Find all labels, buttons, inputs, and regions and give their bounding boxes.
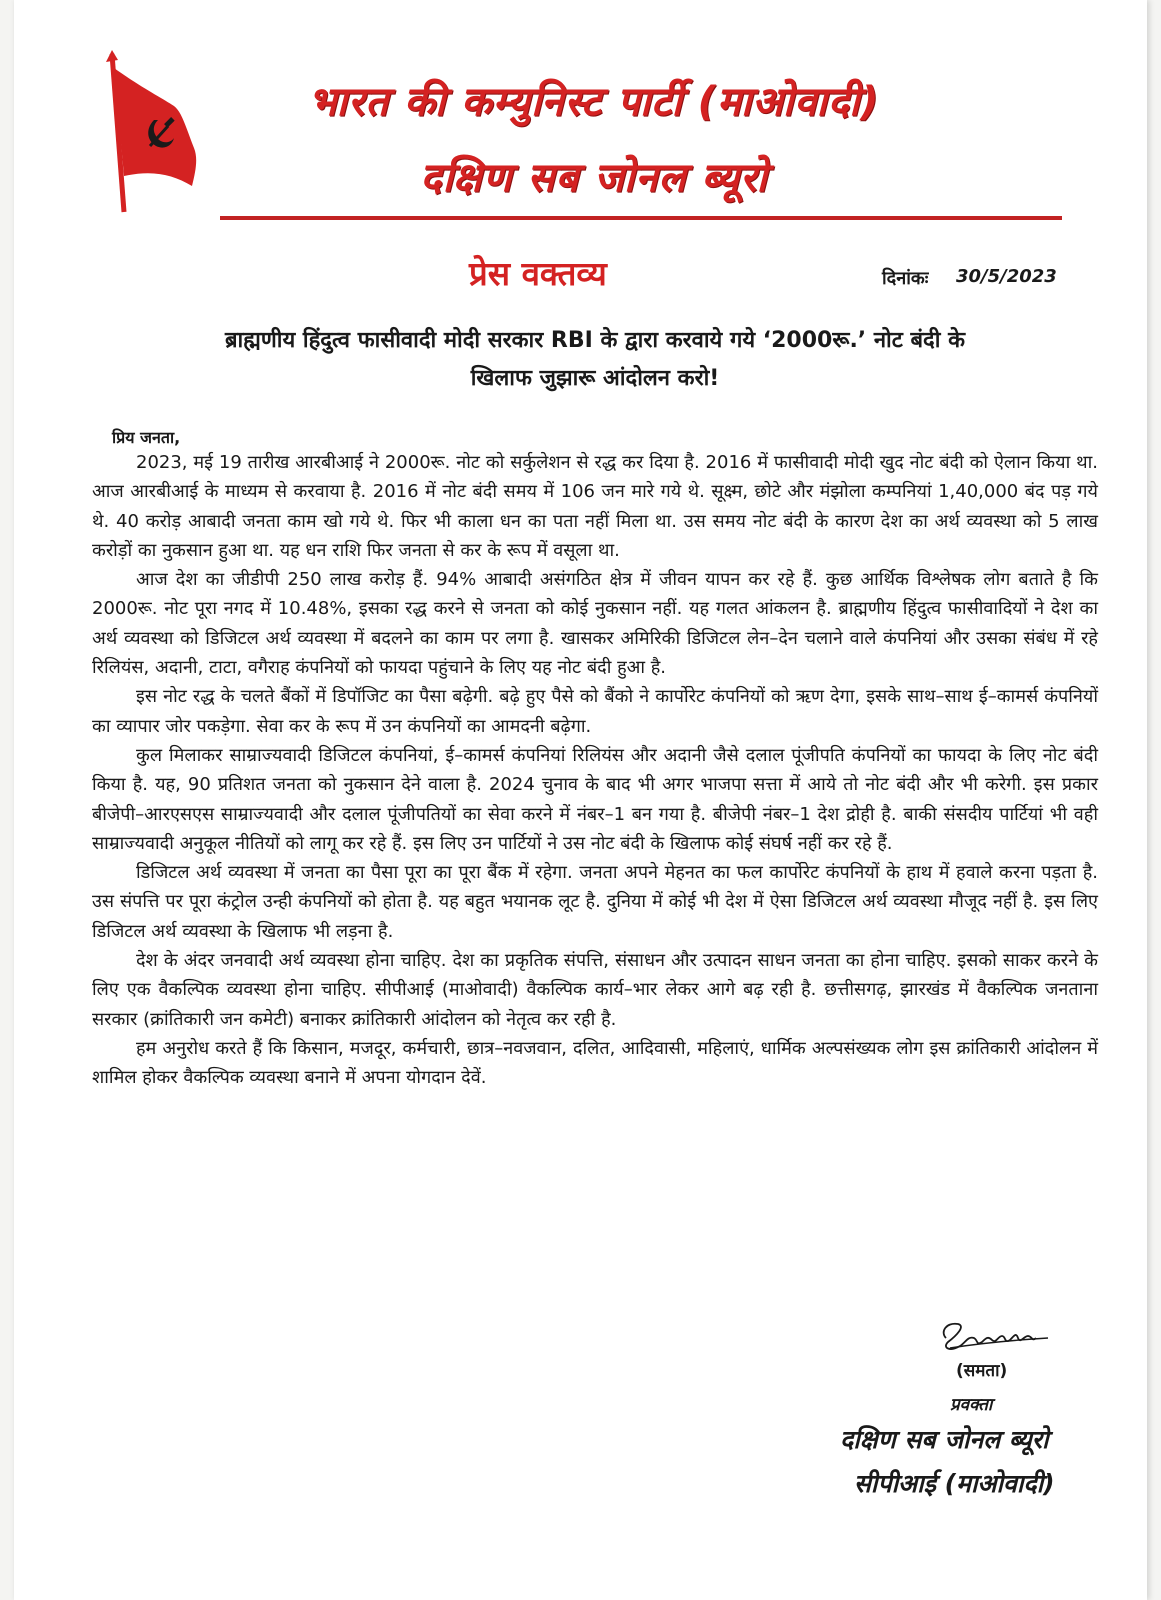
headline	[110, 322, 1080, 398]
salutation: प्रिय जनता,	[112, 428, 181, 447]
signoff-bureau: दक्षिण सब जोनल ब्यूरो	[840, 1425, 1049, 1454]
header-divider	[220, 216, 1062, 220]
statement-body	[92, 448, 1098, 1093]
signatory-role: प्रवक्ता	[950, 1395, 993, 1415]
paragraph-4: कुल मिलाकर साम्राज्यवादी डिजिटल कंपनियां, ई–कामर्स कंपनियां रिलियंस और अदानी जैसे दलाल पूंजीपति कंपनियों का फायदा के लिए नोट बंदी किया है. यह, 90 प्रतिशत जनता को नुकसान देने वाला है. 2024 चुनाव के बाद भी अगर भाजपा सत्ता में आये तो नोट बंदी और भी करेगी. इस प्रकार बीजेपी–आरएसएस साम्राज्यवादी और दलाल पूंजीपतियों का सेवा करने में नंबर–1 बन गया है. बीजेपी नंबर–1 देश द्रोही है. बाकी संसदीय पार्टियां भी वही साम्राज्यवादी अनुकूल नीतियों को लागू कर रहे हैं. इस लिए उन पार्टियों ने उस नोट बंदी के खिलाफ कोई संघर्ष नहीं कर रहे हैं.	[92, 744, 1098, 854]
date-label: दिनांकः	[882, 268, 929, 289]
paragraph-2: आज देश का जीडीपी 250 लाख करोड़ हैं. 94% आबादी असंगठित क्षेत्र में जीवन यापन कर रहे हैं. कुछ आर्थिक विश्लेषक लोग बताते है कि 2000रू. नोट पूरा नगद में 10.48%, इसका रद्ध करने से जनता को कोई नुकसान नहीं. यह गलत आंकलन है. ब्राह्मणीय हिंदुत्व फासीवादियों ने देश का अर्थ व्यवस्था को डिजिटल अर्थ व्यवस्था में बदलने का काम पर लगा है. खासकर अमिरिकी डिजिटल लेन–देन चलाने वाले कंपनियां और उसका संबंध में रहे रिलियंस, अदानी, टाटा, वगैराह कंपनियों को फायदा पहुंचाने के लिए यह नोट बंदी हुआ है.	[92, 569, 1098, 679]
signoff-party: सीपीआई (माओवादी)	[854, 1469, 1055, 1498]
paragraph-1: 2023, मई 19 तारीख आरबीआई ने 2000रू. नोट को सर्कुलेशन से रद्ध कर दिया है. 2016 में फासीवादी मोदी खुद नोट बंदी को ऐलान किया था. आज आरबीआई के माध्यम से करवाया है. 2016 में नोट बंदी समय में 106 जन मारे गये थे. सूक्ष्म, छोटे और मंझोला कम्पनियां 1,40,000 बंद पड़ गये थे. 40 करोड़ आबादी जनता काम खो गये थे. फिर भी काला धन का पता नहीं मिला था. उस समय नोट बंदी के कारण देश का अर्थ व्यवस्था को 5 लाख करोड़ों का नुकसान हुआ था. यह धन राशि फिर जनता से कर के रूप में वसूला था.	[92, 452, 1098, 561]
paragraph-7: हम अनुरोध करते हैं कि किसान, मजदूर, कर्मचारी, छात्र–नवजवान, दलित, आदिवासी, महिलाएं, धार्मिक अल्पसंख्यक लोग इस क्रांतिकारी आंदोलन में शामिल होकर वैकल्पिक व्यवस्था बनाने में अपना योगदान देवें.	[92, 1037, 1098, 1089]
date-value: 30/5/2023	[956, 266, 1057, 287]
paragraph-3: इस नोट रद्ध के चलते बैंकों में डिपॉजिट का पैसा बढ़ेगी. बढ़े हुए पैसे को बैंको ने कार्पोरेट कंपनियों को ऋण देगा, इसके साथ–साथ ई–कामर्स कंपनियों का व्यापार जोर पकड़ेगा. सेवा कर के रूप में उन कंपनियों का आमदनी बढ़ेगा.	[92, 686, 1098, 737]
document-page	[14, 0, 1147, 1600]
handwritten-signature	[936, 1302, 1056, 1358]
bureau-name: दक्षिण सब जोनल ब्यूरो	[420, 155, 768, 201]
paragraph-5: डिजिटल अर्थ व्यवस्था में जनता का पैसा पूरा का पूरा बैंक में रहेगा. जनता अपने मेहनत का फल कार्पोरेट कंपनियों के हाथ में हवाले करना पड़ता है. उस संपत्ति पर पूरा कंट्रोल उन्ही कंपनियों को होता है. यह बहुत भयानक लूट है. दुनिया में कोई भी देश में ऐसा डिजिटल अर्थ व्यवस्था मौजूद नहीं है. इस लिए डिजिटल अर्थ व्यवस्था के खिलाफ भी लड़ना है.	[92, 862, 1098, 942]
headline-line-2: खिलाफ जुझारू आंदोलन करो!	[470, 366, 720, 391]
press-statement-title: प्रेस वक्तव्य	[469, 254, 607, 293]
hammer-sickle-flag-icon	[102, 48, 214, 218]
party-name: भारत की कम्युनिस्ट पार्टी (माओवादी)	[308, 79, 880, 125]
signatory-name: (समता)	[956, 1361, 1008, 1381]
paragraph-6: देश के अंदर जनवादी अर्थ व्यवस्था होना चाहिए. देश का प्रकृतिक संपत्ति, संसाधन और उत्पादन साधन जनता का होना चाहिए. इसको साकर करने के लिए एक वैकल्पिक व्यवस्था होना चाहिए. सीपीआई (माओवादी) वैकल्पिक कार्य–भार लेकर आगे बढ़ रही है. छत्तीसगढ़, झारखंड में वैकल्पिक जनताना सरकार (क्रांतिकारी जन कमेटी) बनाकर क्रांतिकारी आंदोलन को नेतृत्व कर रही है.	[92, 950, 1098, 1030]
headline-line-1: ब्राह्मणीय हिंदुत्व फासीवादी मोदी सरकार RBI के द्वारा करवाये गये ‘2000रू.’ नोट बंदी के	[225, 328, 965, 353]
